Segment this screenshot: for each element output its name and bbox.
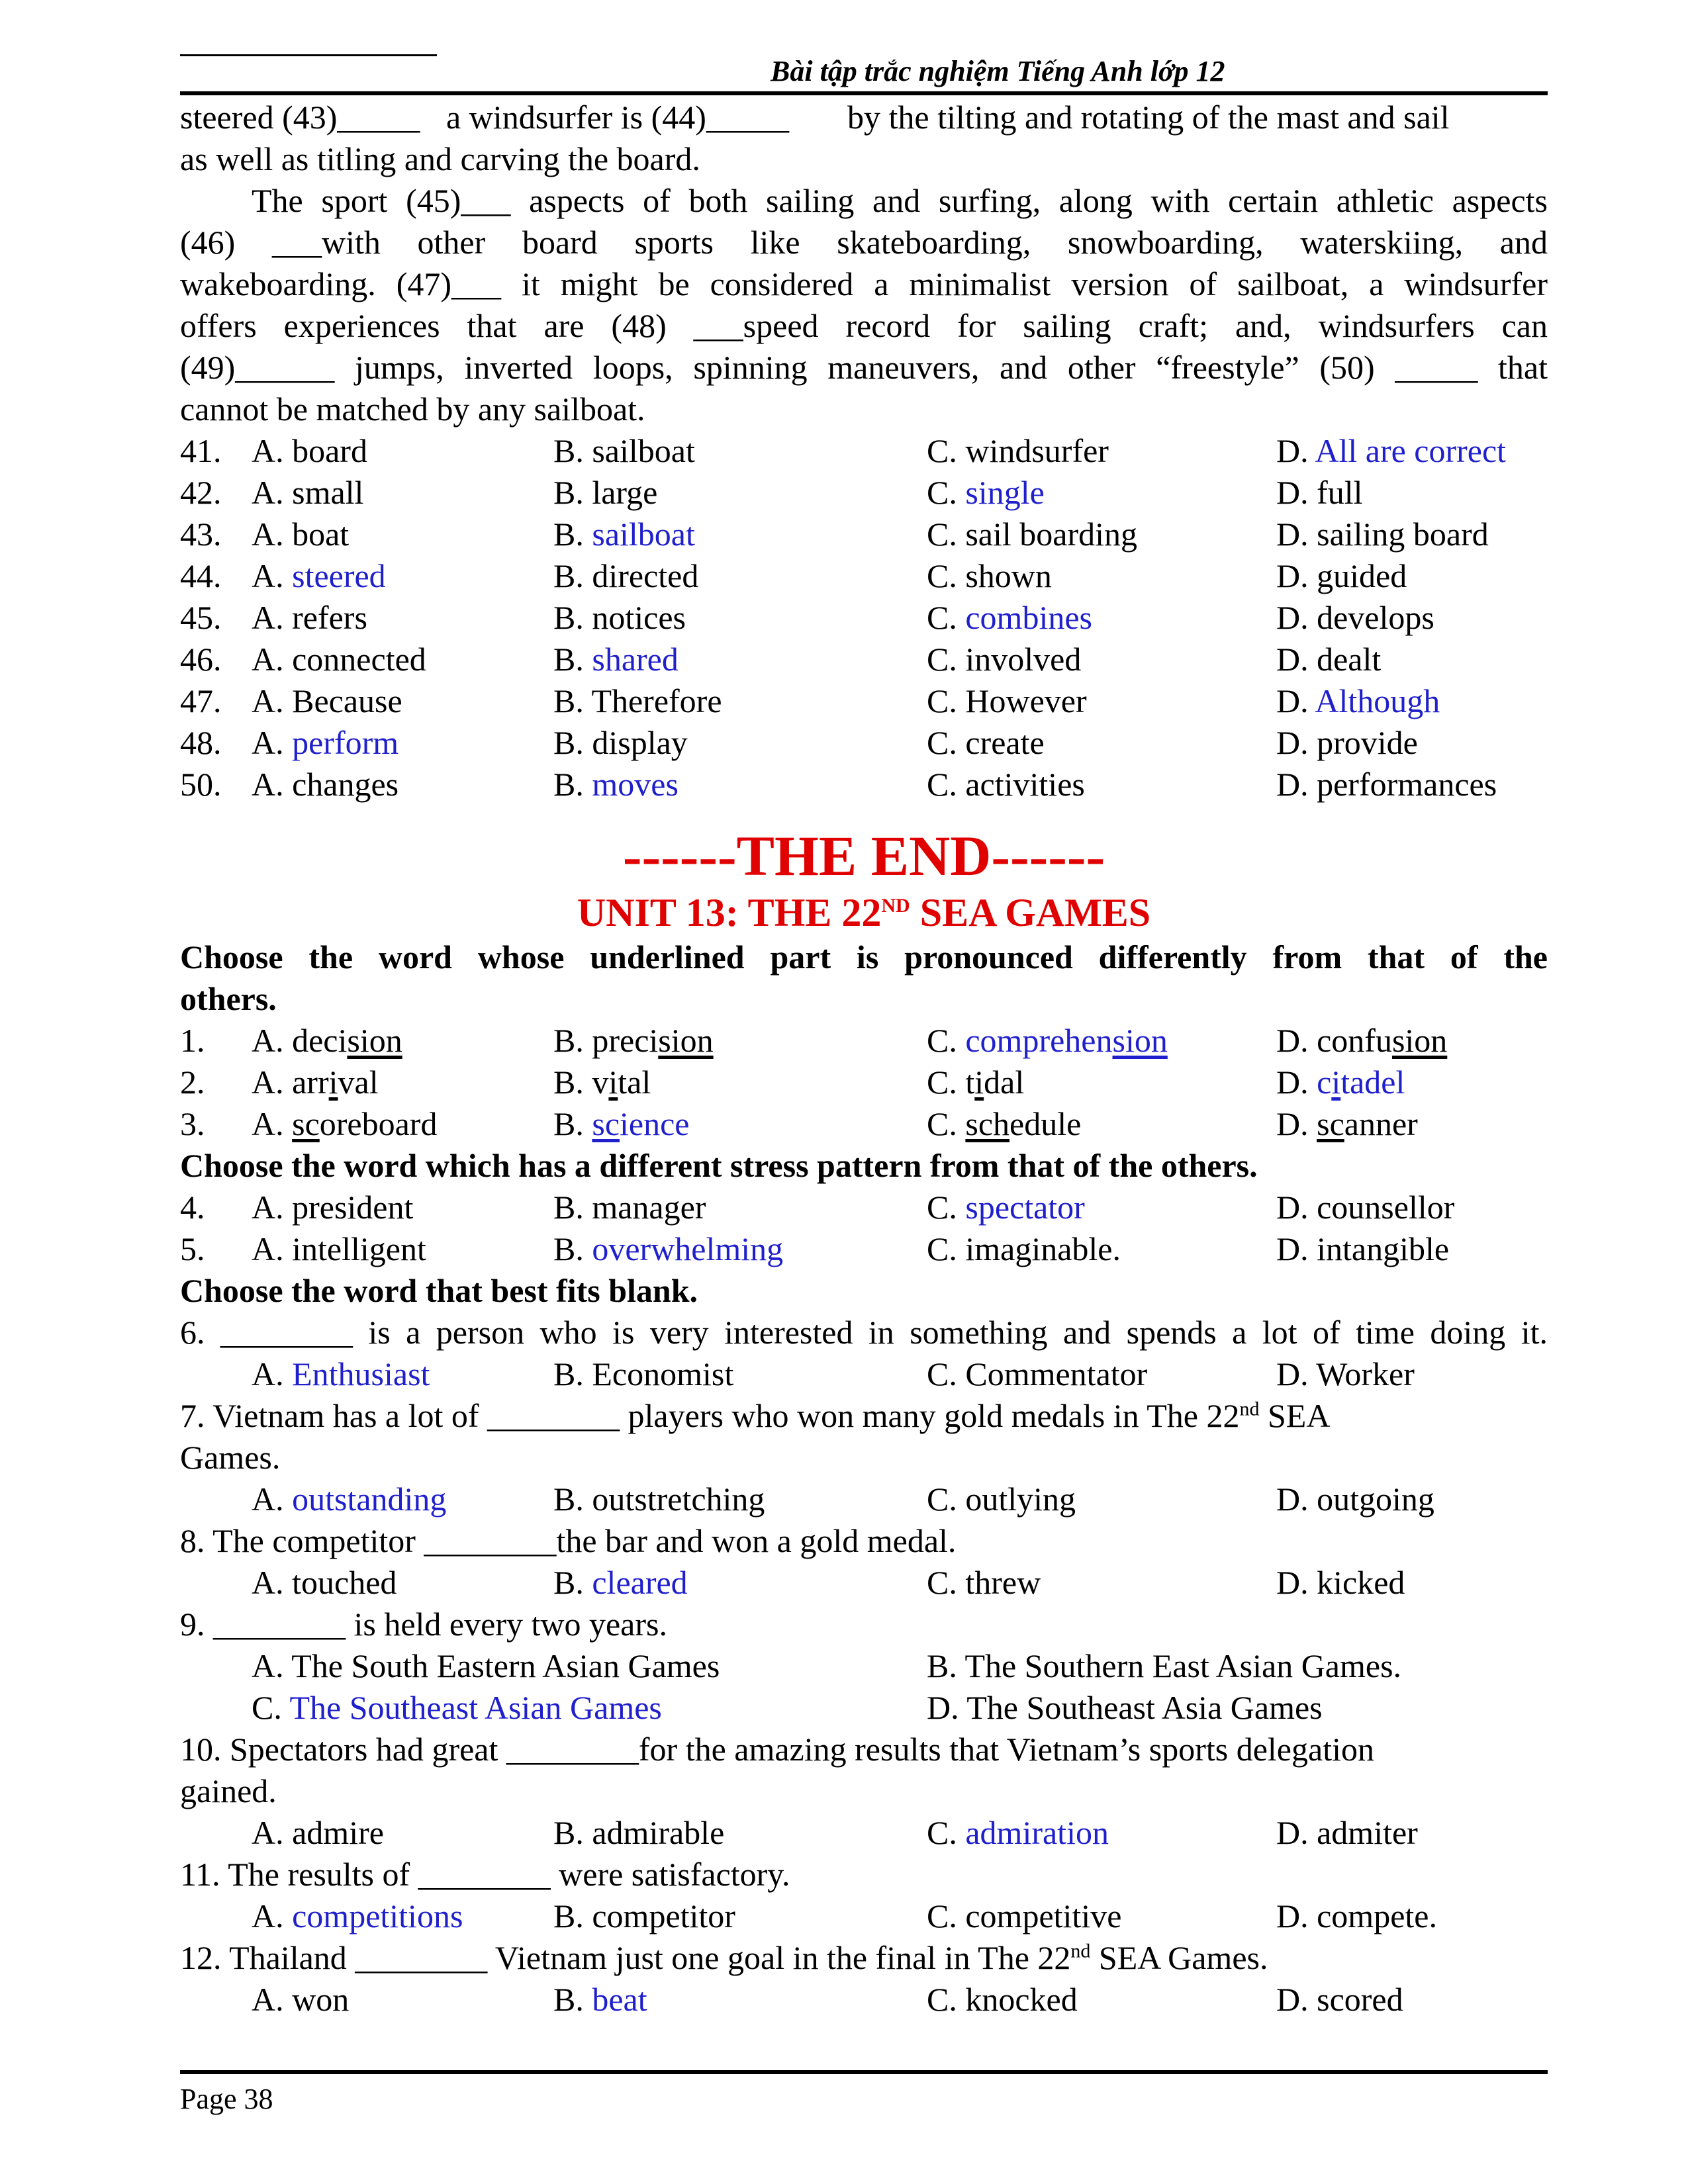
option-c[interactable]: C. spectator (927, 1189, 1085, 1226)
instruction-stress: Choose the word which has a different stress pattern from that of the others. (180, 1147, 1258, 1184)
option-b[interactable]: B. sailboat (553, 516, 695, 553)
stem-text: SEA Games. (1090, 1939, 1268, 1976)
option-d[interactable]: D. provide (1276, 724, 1418, 761)
stem-text: 12. Thailand ________ Vietnam just one goal in the final in The 22 (180, 1939, 1071, 1976)
instruction-pronunciation-cont: others. (180, 980, 277, 1017)
q7-options (180, 1479, 1548, 1520)
option-a[interactable]: A. perform (252, 724, 399, 761)
option-a[interactable]: A. intelligent (252, 1230, 426, 1267)
question-number: 48. (180, 724, 222, 761)
passage-line-6: offers experiences that are (48) ___speed record for sailing craft; and, windsurfers can (180, 307, 1548, 344)
instruction-pronunciation: Choose the word whose underlined part is pronounced differently from that of the (180, 938, 1548, 976)
option-d[interactable]: D. admiter (1276, 1814, 1418, 1851)
question-row (180, 1103, 1548, 1145)
option-c[interactable]: C. admiration (927, 1814, 1109, 1851)
q11-stem: 11. The results of ________ were satisfactory. (180, 1856, 790, 1893)
passage-line-1 (180, 97, 1548, 138)
option-d[interactable]: D. intangible (1276, 1230, 1450, 1267)
option-c[interactable]: C. competitive (927, 1897, 1122, 1934)
question-number: 44. (180, 557, 222, 594)
q6-options (180, 1353, 1548, 1395)
questions-41-50 (180, 430, 1548, 805)
question-row (180, 639, 1548, 680)
option-answer: The Southeast Asian Games (289, 1689, 662, 1726)
q9-options-row2 (180, 1687, 1548, 1729)
stem-text: SEA (1259, 1397, 1331, 1434)
footer-page-number: Page 38 (180, 2083, 273, 2115)
option-d[interactable]: D. confusion (1276, 1022, 1448, 1059)
q10-stem: 10. Spectators had great ________for the amazing results that Vietnam’s sports delegation (180, 1731, 1374, 1768)
question-row (180, 555, 1548, 597)
option-c[interactable]: C. combines (927, 599, 1092, 636)
option-c[interactable]: C. sail boarding (927, 516, 1138, 553)
option-c[interactable]: C. activities (927, 766, 1085, 803)
question-number: 2. (180, 1064, 205, 1101)
q10-options (180, 1812, 1548, 1854)
option-d[interactable]: D. performances (1276, 766, 1497, 803)
option-c[interactable]: C. threw (927, 1564, 1041, 1601)
q9-options-row1 (180, 1645, 1548, 1687)
option-a[interactable]: A. connected (252, 641, 426, 678)
option-a[interactable]: A. refers (252, 599, 367, 636)
q7-stem-cont: Games. (180, 1439, 281, 1476)
options-row (180, 1895, 1548, 1937)
q9-stem: 9. ________ is held every two years. (180, 1606, 667, 1643)
option-c[interactable]: C. imaginable. (927, 1230, 1121, 1267)
q12-stem (180, 1937, 1548, 1979)
header-underline (180, 54, 437, 56)
options-row (180, 1353, 1548, 1395)
option-a[interactable]: A. Because (252, 682, 402, 719)
question-number: 47. (180, 682, 222, 719)
question-number: 42. (180, 474, 222, 511)
options-row (180, 1562, 1548, 1604)
passage-line-3: The sport (45)___ aspects of both sailing and surfing, along with certain athletic aspects (252, 182, 1548, 219)
option-d[interactable]: D. Although (1276, 682, 1440, 719)
question-row (180, 597, 1548, 639)
question-row (180, 472, 1548, 514)
option-d[interactable]: D. compete. (1276, 1897, 1437, 1934)
question-row (180, 514, 1548, 555)
option-c[interactable]: C. shown (927, 557, 1052, 594)
unit-heading (180, 889, 1548, 936)
options-row (180, 1812, 1548, 1854)
unit-sup: ND (881, 895, 910, 917)
option-a[interactable]: A. won (252, 1981, 350, 2018)
option-b[interactable]: B. shared (553, 641, 679, 678)
option-c[interactable]: C. outlying (927, 1480, 1076, 1518)
option-a[interactable]: A. The South Eastern Asian Games (252, 1647, 720, 1684)
option-b[interactable]: B. beat (553, 1981, 647, 2018)
option-b[interactable]: B. directed (553, 557, 699, 594)
option-a[interactable]: A. boat (252, 516, 350, 553)
option-c[interactable]: C. create (927, 724, 1045, 761)
q6-stem: 6. ________ is a person who is very interested in something and spends a lot of time doing it. (180, 1314, 1548, 1351)
option-a[interactable]: A. board (252, 432, 367, 469)
option-c[interactable]: C. tidal (927, 1064, 1025, 1101)
option-d[interactable]: D. citadel (1276, 1064, 1405, 1101)
option-d[interactable]: D. All are correct (1276, 432, 1507, 469)
option-b[interactable]: B. notices (553, 599, 686, 636)
option-b[interactable]: B. display (553, 724, 688, 761)
option-prefix: C. (252, 1689, 290, 1726)
option-b[interactable]: B. large (553, 474, 658, 511)
option-a[interactable]: A. small (252, 474, 364, 511)
question-row (180, 1228, 1548, 1270)
question-row (180, 722, 1548, 764)
unit-text: UNIT 13: THE 22 (577, 891, 882, 934)
header-rule (180, 91, 1548, 95)
question-number: 46. (180, 641, 222, 678)
option-c[interactable]: C. knocked (927, 1981, 1078, 2018)
passage-text: by the tilting and rotating of the mast and sail (847, 99, 1450, 136)
footer-rule (180, 2070, 1548, 2074)
q10-stem-cont: gained. (180, 1772, 277, 1809)
option-b[interactable]: B. outstretching (553, 1480, 765, 1518)
option-c[interactable]: C. involved (927, 641, 1082, 678)
question-row (180, 430, 1548, 472)
option-d[interactable]: D. sailing board (1276, 516, 1489, 553)
the-end-heading: ------THE END------ (622, 824, 1105, 887)
passage-line-7: (49)______ jumps, inverted loops, spinning maneuvers, and other “freestyle” (50) _____ that (180, 349, 1548, 386)
option-b[interactable]: B. vital (553, 1064, 651, 1101)
option-a[interactable]: A. arrival (252, 1064, 379, 1101)
question-row (180, 1062, 1548, 1103)
options-row (180, 1479, 1548, 1520)
question-number: 41. (180, 432, 222, 469)
options-row (180, 1979, 1548, 2021)
option-a[interactable]: A. scoreboard (252, 1105, 438, 1142)
passage-text: steered (43)_____ (180, 99, 420, 136)
option-a[interactable]: A. decision (252, 1022, 402, 1059)
option-d[interactable]: D. kicked (1276, 1564, 1405, 1601)
option-c[interactable] (252, 1687, 662, 1729)
question-row (180, 1187, 1548, 1228)
question-number: 43. (180, 516, 222, 553)
instruction-fill-blank: Choose the word that best fits blank. (180, 1272, 698, 1309)
option-b[interactable]: B. Economist (553, 1355, 734, 1392)
header-title: Bài tập trắc nghiệm Tiếng Anh lớp 12 (771, 55, 1225, 87)
option-d[interactable]: D. outgoing (1276, 1480, 1434, 1518)
unit-text: SEA GAMES (910, 891, 1151, 934)
question-number: 3. (180, 1105, 205, 1142)
option-d[interactable]: D. The Southeast Asia Games (927, 1689, 1323, 1726)
option-c[interactable]: C. Commentator (927, 1355, 1148, 1392)
question-number: 5. (180, 1230, 205, 1267)
option-c[interactable]: C. windsurfer (927, 432, 1109, 469)
option-d[interactable]: D. Worker (1276, 1355, 1415, 1392)
option-b[interactable]: B. competitor (553, 1897, 735, 1934)
option-a[interactable]: A. president (252, 1189, 414, 1226)
q7-stem (180, 1395, 1548, 1437)
option-b[interactable]: B. precision (553, 1022, 714, 1059)
option-b[interactable]: B. admirable (553, 1814, 725, 1851)
option-d[interactable]: D. counsellor (1276, 1189, 1455, 1226)
option-c[interactable]: C. schedule (927, 1105, 1082, 1142)
question-number: 1. (180, 1022, 205, 1059)
option-b[interactable]: B. sailboat (553, 432, 695, 469)
option-c[interactable]: C. comprehension (927, 1022, 1168, 1059)
option-c[interactable]: C. However (927, 682, 1087, 719)
option-d[interactable]: D. full (1276, 474, 1363, 511)
option-a[interactable]: A. changes (252, 766, 399, 803)
passage-line-8: cannot be matched by any sailboat. (180, 390, 645, 428)
q8-options (180, 1562, 1548, 1604)
option-b[interactable]: B. moves (553, 766, 679, 803)
option-a[interactable]: A. competitions (252, 1897, 463, 1934)
option-d[interactable]: D. guided (1276, 557, 1407, 594)
passage-text: a windsurfer is (44)_____ (446, 99, 789, 136)
option-b[interactable]: B. Therefore (553, 682, 722, 719)
q11-options (180, 1895, 1548, 1937)
passage-line-2: as well as titling and carving the board. (180, 140, 700, 177)
option-b[interactable]: B. manager (553, 1189, 706, 1226)
question-row (180, 680, 1548, 722)
q8-stem: 8. The competitor ________the bar and won a gold medal. (180, 1522, 957, 1559)
page-body (180, 97, 1548, 2021)
option-a[interactable]: A. touched (252, 1564, 397, 1601)
q12-options (180, 1979, 1548, 2021)
questions-4-5 (180, 1187, 1548, 1270)
question-number: 50. (180, 766, 222, 803)
stem-sup: nd (1070, 1940, 1091, 1962)
option-c[interactable]: C. single (927, 474, 1045, 511)
option-b[interactable]: B. The Southern East Asian Games. (927, 1647, 1402, 1684)
option-a[interactable]: A. admire (252, 1814, 384, 1851)
question-row (180, 1020, 1548, 1062)
option-b[interactable]: B. cleared (553, 1564, 688, 1601)
option-d[interactable]: D. dealt (1276, 641, 1382, 678)
passage-line-4: (46) ___with other board sports like skateboarding, snowboarding, waterskiing, and (180, 224, 1548, 261)
question-row (180, 764, 1548, 805)
option-d[interactable]: D. develops (1276, 599, 1434, 636)
questions-1-3 (180, 1020, 1548, 1145)
passage-line-5: wakeboarding. (47)___ it might be considered a minimalist version of sailboat, a windsurfer (180, 265, 1548, 302)
option-a[interactable]: A. Enthusiast (252, 1355, 430, 1392)
question-number: 45. (180, 599, 222, 636)
option-a[interactable]: A. outstanding (252, 1480, 447, 1518)
stem-sup: nd (1239, 1398, 1260, 1420)
option-b[interactable]: B. science (553, 1105, 690, 1142)
option-d[interactable]: D. scored (1276, 1981, 1403, 2018)
option-a[interactable]: A. steered (252, 557, 386, 594)
stem-text: 7. Vietnam has a lot of ________ players who won many gold medals in The 22 (180, 1397, 1240, 1434)
option-b[interactable]: B. overwhelming (553, 1230, 784, 1267)
option-d[interactable]: D. scanner (1276, 1105, 1418, 1142)
question-number: 4. (180, 1189, 205, 1226)
